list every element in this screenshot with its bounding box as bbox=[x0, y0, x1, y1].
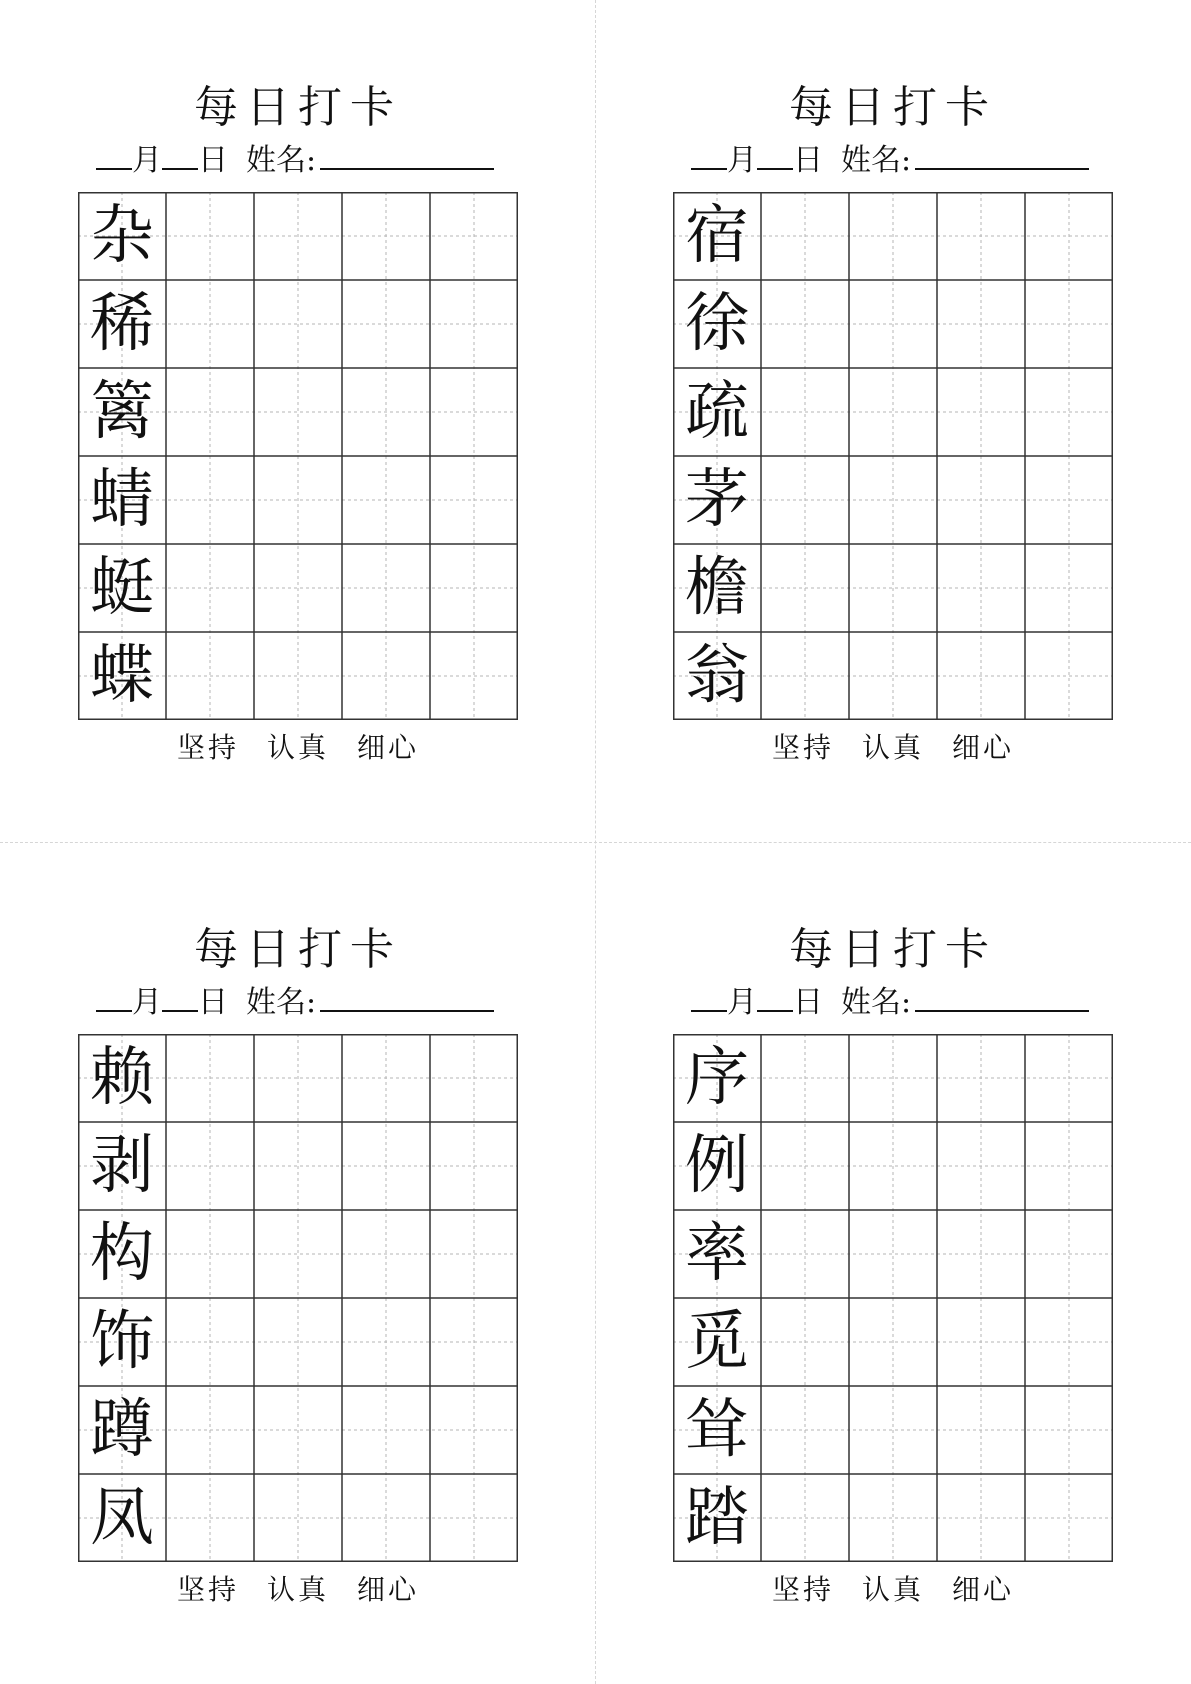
practice-card bbox=[78, 922, 518, 1642]
model-character: 构 bbox=[90, 1217, 154, 1291]
card-title: 每日打卡 bbox=[194, 82, 402, 133]
motto-word: 坚持 bbox=[771, 1573, 834, 1606]
motto-word: 坚持 bbox=[176, 1573, 239, 1606]
name-label: 姓名: bbox=[841, 143, 912, 178]
model-character: 蜓 bbox=[90, 551, 154, 625]
model-character: 序 bbox=[685, 1041, 749, 1115]
page-divider-horizontal bbox=[0, 842, 1191, 843]
date-name-line bbox=[96, 980, 516, 1020]
character-column bbox=[78, 1034, 166, 1562]
date-name-line bbox=[96, 138, 516, 178]
model-character: 杂 bbox=[90, 199, 154, 273]
name-blank[interactable] bbox=[915, 138, 1089, 170]
model-character: 疏 bbox=[685, 375, 749, 449]
card-title: 每日打卡 bbox=[789, 924, 997, 975]
writing-grid[interactable] bbox=[673, 1034, 1113, 1562]
day-label: 日 bbox=[793, 985, 823, 1020]
model-character: 率 bbox=[685, 1217, 749, 1291]
writing-grid[interactable] bbox=[78, 192, 518, 720]
motto-word: 认真 bbox=[266, 731, 329, 764]
motto-word: 细心 bbox=[952, 731, 1015, 764]
motto-word: 细心 bbox=[357, 731, 420, 764]
model-character: 饰 bbox=[90, 1305, 154, 1379]
writing-grid[interactable] bbox=[78, 1034, 518, 1562]
character-column bbox=[78, 192, 166, 720]
card-title: 每日打卡 bbox=[789, 82, 997, 133]
practice-card bbox=[673, 80, 1113, 800]
model-character: 檐 bbox=[685, 551, 749, 625]
model-character: 翁 bbox=[685, 639, 749, 713]
month-label: 月 bbox=[727, 985, 757, 1020]
motto-line bbox=[673, 1570, 1113, 1610]
model-character: 蜻 bbox=[90, 463, 154, 537]
motto-word: 细心 bbox=[357, 1573, 420, 1606]
model-character: 蝶 bbox=[90, 639, 154, 713]
model-character: 篱 bbox=[90, 375, 154, 449]
practice-card bbox=[673, 922, 1113, 1642]
motto-word: 认真 bbox=[861, 1573, 924, 1606]
card-title: 每日打卡 bbox=[194, 924, 402, 975]
writing-grid[interactable] bbox=[673, 192, 1113, 720]
model-character: 例 bbox=[685, 1129, 749, 1203]
month-blank[interactable] bbox=[691, 980, 727, 1012]
date-name-line bbox=[691, 980, 1111, 1020]
day-blank[interactable] bbox=[162, 980, 198, 1012]
model-character: 宿 bbox=[685, 199, 749, 273]
month-label: 月 bbox=[132, 985, 162, 1020]
motto-line bbox=[78, 1570, 518, 1610]
date-name-line bbox=[691, 138, 1111, 178]
model-character: 凤 bbox=[90, 1481, 154, 1555]
model-character: 蹲 bbox=[90, 1393, 154, 1467]
motto-word: 坚持 bbox=[176, 731, 239, 764]
motto-word: 坚持 bbox=[771, 731, 834, 764]
name-blank[interactable] bbox=[320, 980, 494, 1012]
name-blank[interactable] bbox=[320, 138, 494, 170]
month-blank[interactable] bbox=[691, 138, 727, 170]
model-character: 茅 bbox=[685, 463, 749, 537]
character-column bbox=[673, 1034, 761, 1562]
month-blank[interactable] bbox=[96, 980, 132, 1012]
name-label: 姓名: bbox=[246, 143, 317, 178]
day-blank[interactable] bbox=[757, 980, 793, 1012]
model-character: 觅 bbox=[685, 1305, 749, 1379]
model-character: 徐 bbox=[685, 287, 749, 361]
day-blank[interactable] bbox=[162, 138, 198, 170]
day-label: 日 bbox=[198, 143, 228, 178]
month-blank[interactable] bbox=[96, 138, 132, 170]
practice-card bbox=[78, 80, 518, 800]
motto-word: 认真 bbox=[861, 731, 924, 764]
model-character: 稀 bbox=[90, 287, 154, 361]
model-character: 剥 bbox=[90, 1129, 154, 1203]
model-character: 踏 bbox=[685, 1481, 749, 1555]
day-label: 日 bbox=[793, 143, 823, 178]
name-label: 姓名: bbox=[841, 985, 912, 1020]
model-character: 赖 bbox=[90, 1041, 154, 1115]
motto-line bbox=[673, 728, 1113, 768]
name-label: 姓名: bbox=[246, 985, 317, 1020]
month-label: 月 bbox=[132, 143, 162, 178]
day-label: 日 bbox=[198, 985, 228, 1020]
motto-word: 细心 bbox=[952, 1573, 1015, 1606]
day-blank[interactable] bbox=[757, 138, 793, 170]
motto-line bbox=[78, 728, 518, 768]
character-column bbox=[673, 192, 761, 720]
name-blank[interactable] bbox=[915, 980, 1089, 1012]
month-label: 月 bbox=[727, 143, 757, 178]
motto-word: 认真 bbox=[266, 1573, 329, 1606]
model-character: 耸 bbox=[685, 1393, 749, 1467]
